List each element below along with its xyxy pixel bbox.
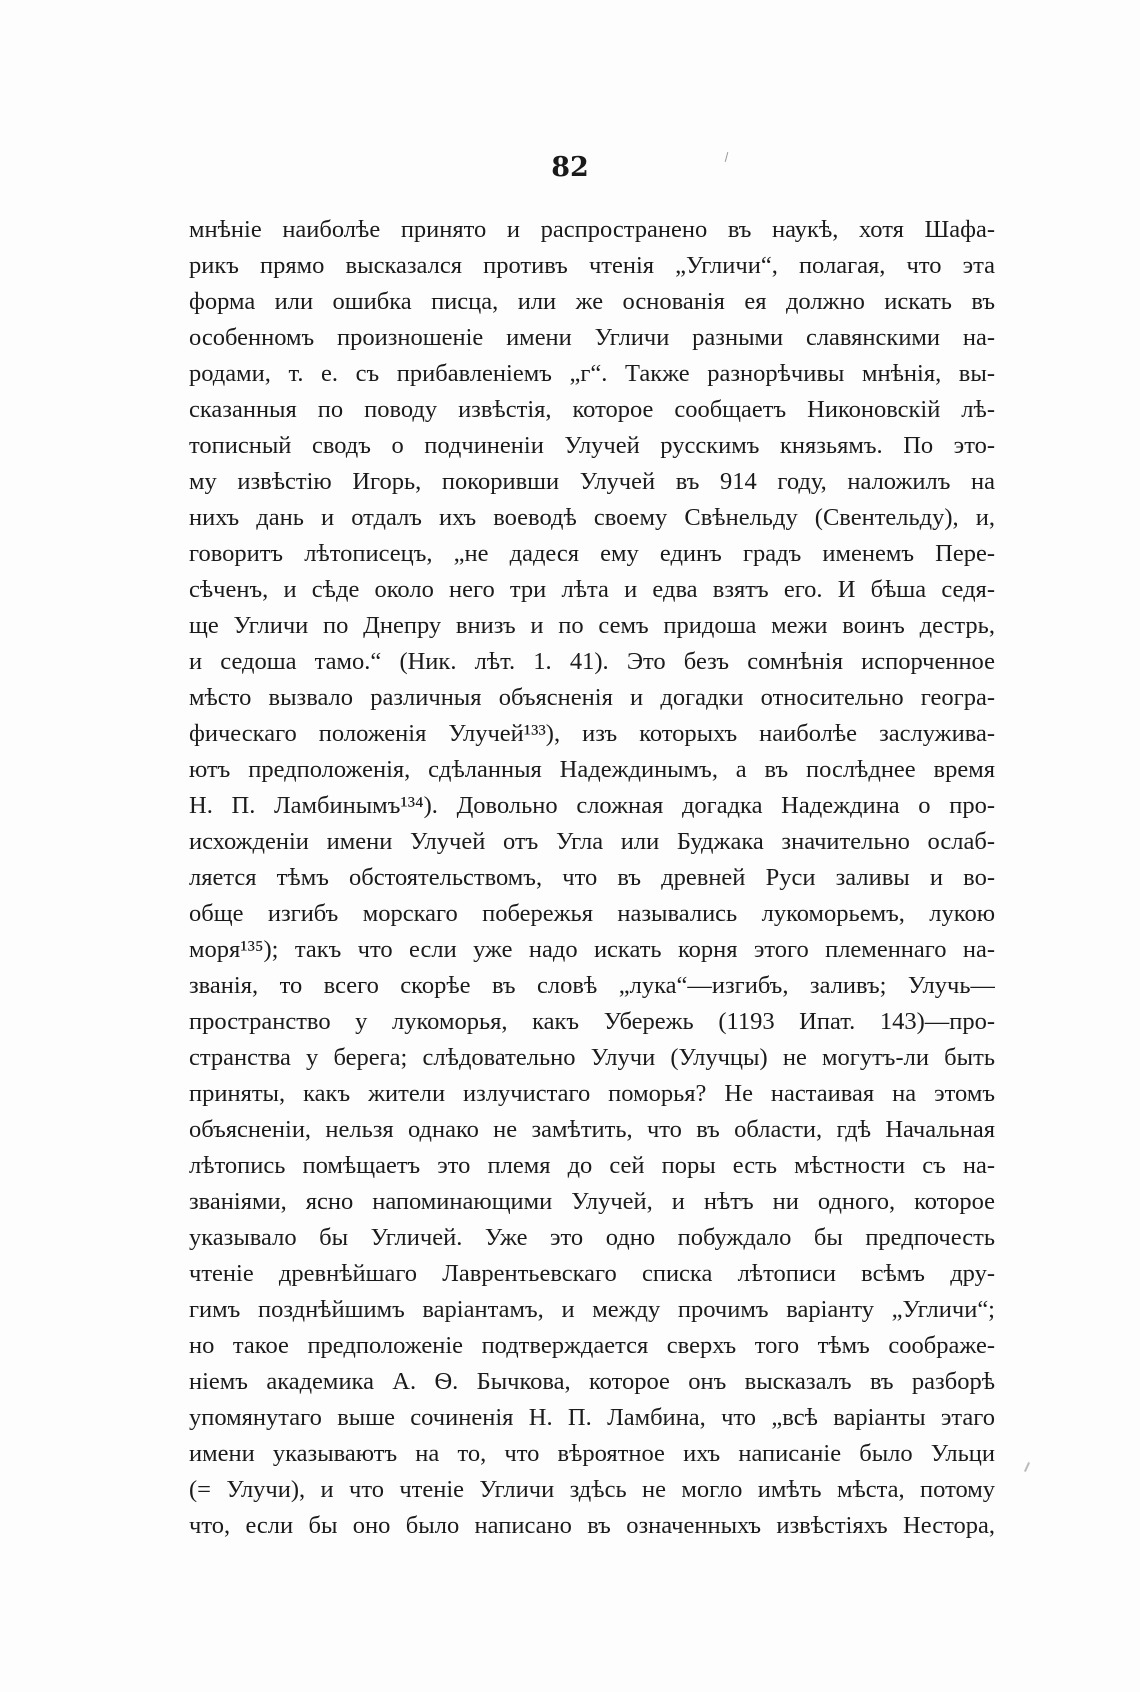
text-line: имени указываютъ на то, что вѣроятное ихъ написаніе было Ульци <box>189 1440 995 1467</box>
text-line: странства у берега; слѣдовательно Улучи (Улучцы) не могутъ-ли быть <box>189 1044 995 1071</box>
text-line: ніемъ академика А. Ѳ. Бычкова, которое онъ высказалъ въ разборѣ <box>189 1368 995 1395</box>
text-line: обще изгибъ морскаго побережья назывались лукоморьемъ, лукою <box>189 900 995 927</box>
text-line: мѣсто вызвало различныя объясненія и догадки относительно геогра- <box>189 684 995 711</box>
text-line: говоритъ лѣтописецъ, „не дадеся ему единъ градъ именемъ Пере- <box>189 540 995 567</box>
text-line: Н. П. Ламбинымъ¹³⁴). Довольно сложная догадка Надеждина о про- <box>189 792 995 819</box>
text-line: фическаго положенія Улучей¹³³), изъ которыхъ наиболѣе заслужива- <box>189 720 995 747</box>
text-line: ляется тѣмъ обстоятельствомъ, что въ древней Руси заливы и во- <box>189 864 995 891</box>
text-line: (= Улучи), и что чтеніе Угличи здѣсь не могло имѣть мѣста, потому <box>189 1476 995 1503</box>
print-mark <box>1024 1462 1030 1472</box>
text-line: нихъ дань и отдалъ ихъ воеводѣ своему Свѣнельду (Свентельду), и, <box>189 504 995 531</box>
text-line: рикъ прямо высказался противъ чтенія „Угличи“, полагая, что эта <box>189 252 995 279</box>
text-line: званія, то всего скорѣе въ словѣ „лука“—изгибъ, заливъ; Улучь— <box>189 972 995 999</box>
text-line: но такое предположеніе подтверждается сверхъ того тѣмъ соображе- <box>189 1332 995 1359</box>
text-line: родами, т. е. съ прибавленіемъ „г“. Также разнорѣчивы мнѣнія, вы- <box>189 360 995 387</box>
text-line: объясненіи, нельзя однако не замѣтить, что въ области, гдѣ Начальная <box>189 1116 995 1143</box>
text-line: указывало бы Угличей. Уже это одно побуждало бы предпочесть <box>189 1224 995 1251</box>
text-line: особенномъ произношеніе имени Угличи разными славянскими на- <box>189 324 995 351</box>
text-line: форма или ошибка писца, или же основанія ея должно искать въ <box>189 288 995 315</box>
text-line: му извѣстію Игорь, покоривши Улучей въ 914 году, наложилъ на <box>189 468 995 495</box>
page-number: 82 <box>551 152 589 183</box>
text-line: званіями, ясно напоминающими Улучей, и нѣтъ ни одного, которое <box>189 1188 995 1215</box>
text-line: исхожденіи имени Улучей отъ Угла или Буджака значительно ослаб- <box>189 828 995 855</box>
text-line: чтеніе древнѣйшаго Лаврентьевскаго списка лѣтописи всѣмъ дру- <box>189 1260 995 1287</box>
body-text <box>189 212 995 1544</box>
text-line: тописный сводъ о подчиненіи Улучей русскимъ князьямъ. По это- <box>189 432 995 459</box>
text-line: сѣченъ, и сѣде около него три лѣта и едва взятъ его. И бѣша седя- <box>189 576 995 603</box>
text-line: гимъ позднѣйшимъ варіантамъ, и между прочимъ варіанту „Угличи“; <box>189 1296 995 1323</box>
text-line: лѣтопись помѣщаетъ это племя до сей поры есть мѣстности съ на- <box>189 1152 995 1179</box>
text-line: ютъ предположенія, сдѣланныя Надеждинымъ, а въ послѣднее время <box>189 756 995 783</box>
text-line: сказанныя по поводу извѣстія, которое сообщаетъ Никоновскій лѣ- <box>189 396 995 423</box>
text-line: мнѣніе наиболѣе принято и распространено въ наукѣ, хотя Шафа- <box>189 216 995 243</box>
text-line: упомянутаго выше сочиненія Н. П. Ламбина, что „всѣ варіанты этаго <box>189 1404 995 1431</box>
text-line: ще Угличи по Днепру внизъ и по семъ придоша межи воинъ дестрь, <box>189 612 995 639</box>
text-line: моря¹³⁵); такъ что если уже надо искать корня этого племеннаго на- <box>189 936 995 963</box>
text-line: и седоша тамо.“ (Ник. лѣт. 1. 41). Это безъ сомнѣнія испорченное <box>189 648 995 675</box>
text-line: пространство у лукоморья, какъ Убережь (1193 Ипат. 143)—про- <box>189 1008 995 1035</box>
text-line: что, если бы оно было написано въ означенныхъ извѣстіяхъ Нестора, <box>189 1512 995 1539</box>
text-line: приняты, какъ жители излучистаго поморья? Не настаивая на этомъ <box>189 1080 995 1107</box>
